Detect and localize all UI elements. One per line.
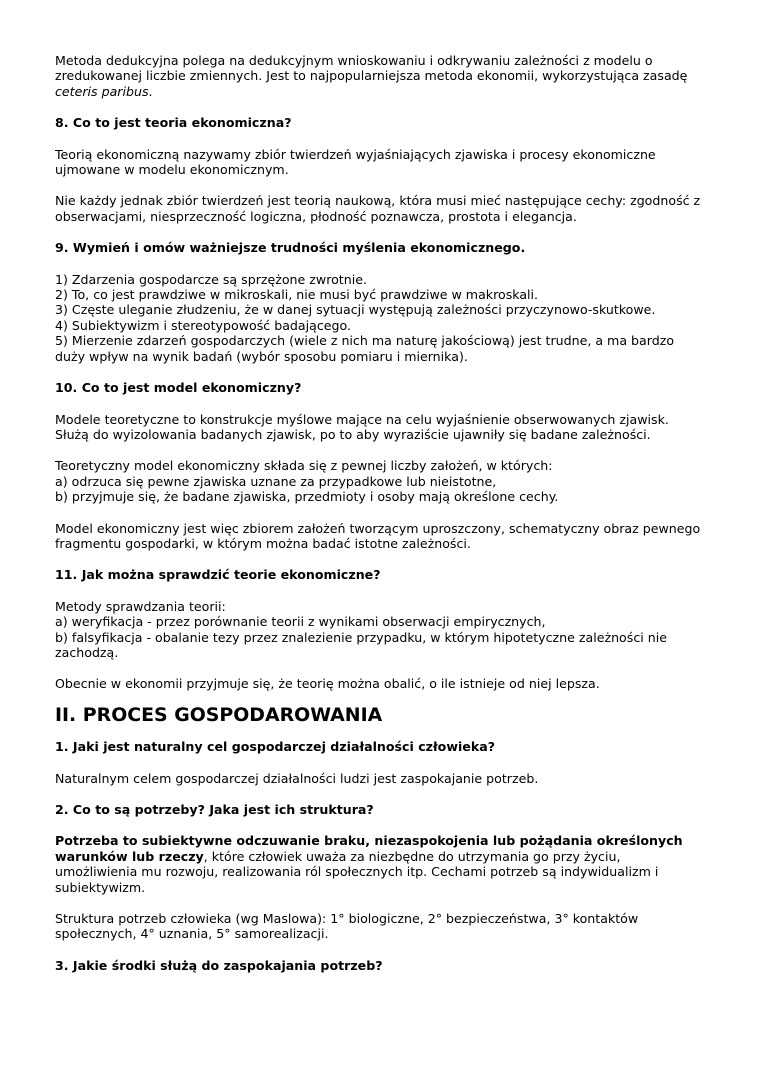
intro-italic: ceteris paribus — [55, 83, 149, 99]
s2q2-paragraph-2: Struktura potrzeb człowieka (wg Maslowa): 1° biologiczne, 2° bezpieczeństwa, 3° kontaktów społecznych, 4° uznania, 5° samorealizacji. — [55, 911, 639, 942]
list-item: 3) Częste uleganie złudzeniu, że w danej sytuacji występują zależności przyczynowo-skutkowe. — [55, 302, 656, 318]
list-item: 1) Zdarzenia gospodarcze są sprzężone zwrotnie. — [55, 271, 367, 287]
heading-s2q2: 2. Co to są potrzeby? Jaka jest ich struktura? — [55, 802, 374, 817]
list-item: a) odrzuca się pewne zjawiska uznane za przypadkowe lub nieistotne, — [55, 473, 497, 489]
section-title: II. PROCES GOSPODAROWANIA — [55, 703, 383, 726]
q11-paragraph-1 — [55, 599, 705, 661]
intro-paragraph: Metoda dedukcyjna polega na dedukcyjnym wnioskowaniu i odkrywaniu zależności z modelu o zredukowanej liczbie zmiennych. Jest to najpopularniejsza metoda ekonomii, wykorzystująca zasadę ceteris paribus. — [55, 53, 688, 99]
list-item: 4) Subiektywizm i stereotypowość badającego. — [55, 317, 351, 333]
q10-paragraph-2 — [55, 458, 705, 504]
heading-s2q1: 1. Jaki jest naturalny cel gospodarczej działalności człowieka? — [55, 739, 496, 755]
heading-q11: 11. Jak można sprawdzić teorie ekonomiczne? — [55, 567, 381, 583]
q9-list — [55, 272, 705, 364]
list-item: b) przyjmuje się, że badane zjawiska, przedmioty i osoby mają określone cechy. — [55, 489, 559, 505]
list-item: b) falsyfikacja - obalanie tezy przez znalezienie przypadku, w którym hipotetyczne zależności nie zachodzą. — [55, 629, 667, 660]
q10-paragraph-1: Modele teoretyczne to konstrukcje myślowe mające na celu wyjaśnienie obserwowanych zjawisk. Służą do wyizolowania badanych zjawisk, po to aby wyraziście ujawniły się badane zależności. — [55, 411, 669, 442]
s2q2-paragraph-1: Potrzeba to subiektywne odczuwanie braku, niezaspokojenia lub pożądania określonych warunków lub rzeczy, które człowiek uważa za niezbędne do utrzymania go przy życiu, umożliwienia mu rozwoju, realizowania ról społecznych itp. Cechami potrzeb są indywidualizm i subiektywizm. — [55, 833, 683, 895]
q8-paragraph-2: Nie każdy jednak zbiór twierdzeń jest teorią naukową, która musi mieć następujące cechy: zgodność z obserwacjami, niesprzeczność logiczna, płodność poznawcza, prostota i elegancja. — [55, 193, 701, 224]
heading-q9: 9. Wymień i omów ważniejsze trudności myślenia ekonomicznego. — [55, 240, 526, 256]
q11-paragraph-2: Obecnie w ekonomii przyjmuje się, że teorię można obalić, o ile istnieje od niej lepsza. — [55, 676, 600, 692]
heading-q10: 10. Co to jest model ekonomiczny? — [55, 380, 302, 396]
definition-bold: Potrzeba to subiektywne odczuwanie braku, niezaspokojenia lub pożądania określonych warunków lub rzeczy — [55, 833, 683, 864]
q10-paragraph-3: Model ekonomiczny jest więc zbiorem założeń tworzącym uproszczony, schematyczny obraz pewnego fragmentu gospodarki, w którym można badać istotne zależności. — [55, 520, 701, 551]
heading-q8: 8. Co to jest teoria ekonomiczna? — [55, 115, 292, 131]
line: Metody sprawdzania teorii: — [55, 598, 226, 614]
list-item: 2) To, co jest prawdziwe w mikroskali, nie musi być prawdziwe w makroskali. — [55, 287, 539, 303]
q8-paragraph-1: Teorią ekonomiczną nazywamy zbiór twierdzeń wyjaśniających zjawiska i procesy ekonomiczne ujmowane w modelu ekonomicznym. — [55, 146, 656, 178]
s2q1-paragraph: Naturalnym celem gospodarczej działalności ludzi jest zaspokajanie potrzeb. — [55, 770, 539, 786]
heading-s2q3: 3. Jakie środki służą do zaspokajania potrzeb? — [55, 957, 383, 973]
line: Teoretyczny model ekonomiczny składa się z pewnej liczby założeń, w których: — [55, 458, 553, 474]
list-item: a) weryfikacja - przez porównanie teorii z wynikami obserwacji empirycznych, — [55, 614, 546, 630]
list-item: 5) Mierzenie zdarzeń gospodarczych (wiele z nich ma naturę jakościową) jest trudne, a ma bardzo duży wpływ na wynik badań (wybór sposobu pomiaru i miernika). — [55, 333, 675, 364]
